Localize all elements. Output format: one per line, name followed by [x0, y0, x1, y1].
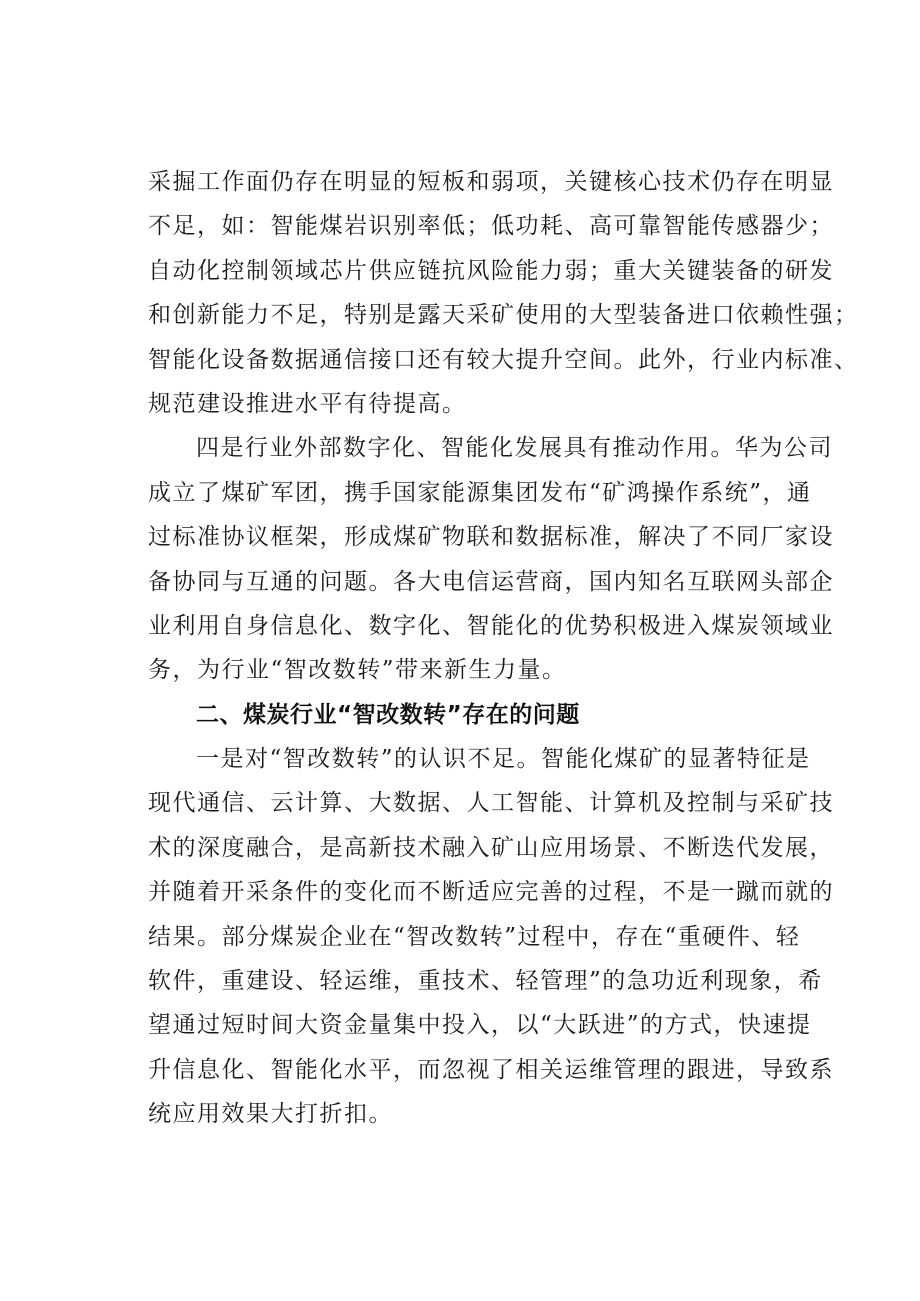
- text-line: 业利用自身信息化、数字化、智能化的优势积极进入煤炭领域业: [148, 612, 834, 639]
- text-line: 结果。部分煤炭企业在“智改数转”过程中，存在“重硬件、轻: [148, 923, 801, 950]
- text-line: 和创新能力不足，特别是露天采矿使用的大型装备进口依赖性强；: [148, 302, 859, 329]
- paragraph-2: [148, 426, 834, 692]
- text-line: 采掘工作面仍存在明显的短板和弱项，关键核心技术仍存在明显: [148, 169, 834, 195]
- paragraph-1: [148, 160, 859, 426]
- document-body: [148, 160, 859, 1137]
- text-line: 四是行业外部数字化、智能化发展具有推动作用。华为公司: [196, 435, 833, 462]
- text-line: 一是对“智改数转”的认识不足。智能化煤矿的显著特征是: [196, 746, 811, 773]
- text-line: 统应用效果大打折扣。: [148, 1101, 393, 1128]
- text-line: 备协同与互通的问题。各大电信运营商，国内知名互联网头部企: [148, 568, 834, 595]
- text-line: 软件，重建设、轻运维，重技术、轻管理”的急功近利现象，希: [148, 968, 823, 995]
- section-heading: 二、煤炭行业“智改数转”存在的问题: [196, 701, 580, 728]
- text-line: 现代通信、云计算、大数据、人工智能、计算机及控制与采矿技: [148, 790, 834, 817]
- text-line: 成立了煤矿军团，携手国家能源集团发布“矿鸿操作系统”，通: [148, 479, 812, 506]
- text-line: 升信息化、智能化水平，而忽视了相关运维管理的跟进，导致系: [148, 1056, 834, 1083]
- text-line: 术的深度融合，是高新技术融入矿山应用场景、不断迭代发展，: [148, 834, 834, 861]
- text-line: 规范建设推进水平有待提高。: [148, 390, 467, 417]
- paragraph-3: [148, 737, 834, 1137]
- text-line: 务，为行业“智改数转”带来新生力量。: [148, 657, 567, 684]
- text-line: 自动化控制领域芯片供应链抗风险能力弱；重大关键装备的研发: [148, 257, 834, 284]
- text-line: 智能化设备数据通信接口还有较大提升空间。此外，行业内标准、: [148, 346, 859, 373]
- text-line: 过标准协议框架，形成煤矿物联和数据标准，解决了不同厂家设: [148, 524, 834, 551]
- text-line: 望通过短时间大资金量集中投入，以“大跃进”的方式，快速提: [148, 1012, 812, 1039]
- text-line: 并随着开采条件的变化而不断适应完善的过程，不是一蹴而就的: [148, 879, 834, 906]
- text-line: 不足，如：智能煤岩识别率低；低功耗、高可靠智能传感器少；: [148, 213, 834, 240]
